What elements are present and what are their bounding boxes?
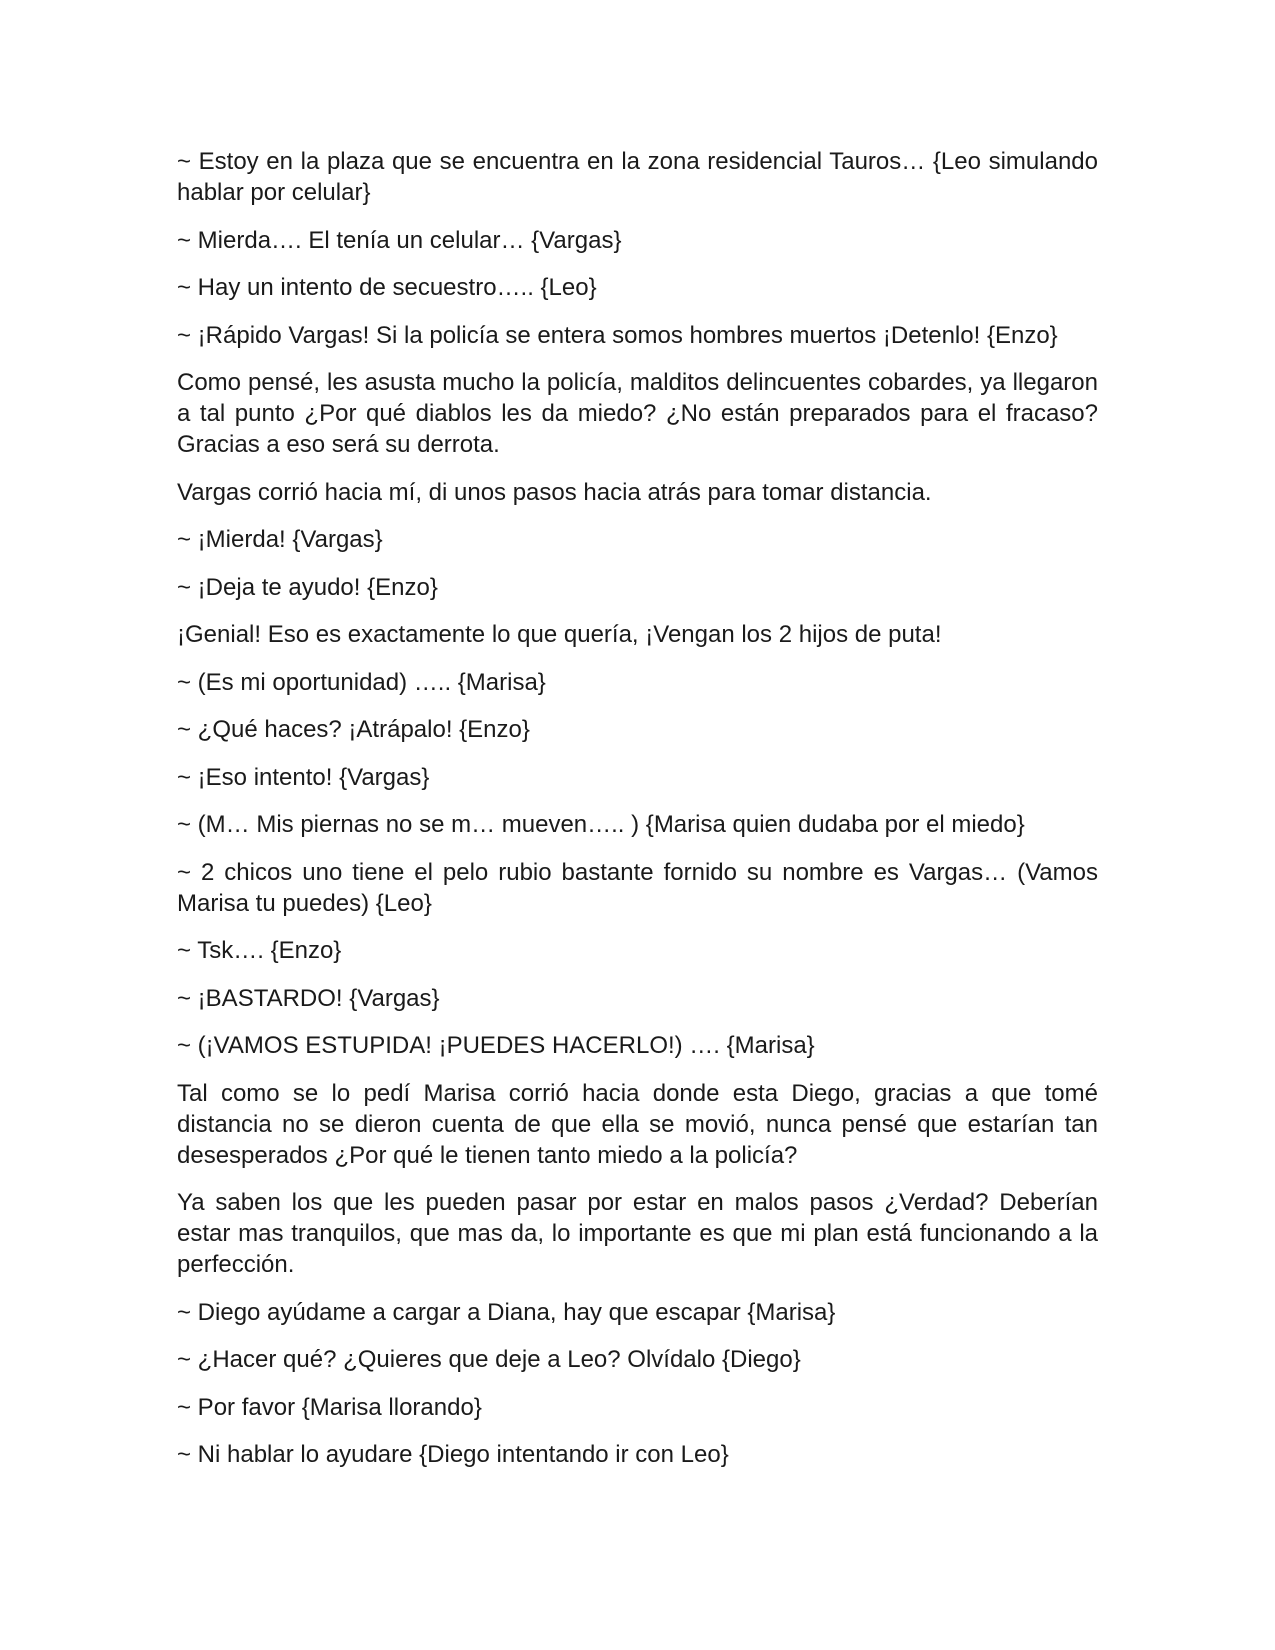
paragraph-8: ~ ¡Deja te ayudo! {Enzo} <box>177 573 438 601</box>
paragraph-20: ~ Diego ayúdame a cargar a Diana, hay que escapar {Marisa} <box>177 1298 836 1326</box>
paragraph-6: Vargas corrió hacia mí, di unos pasos hacia atrás para tomar distancia. <box>177 478 932 506</box>
paragraph-2: ~ Mierda…. El tenía un celular… {Vargas} <box>177 226 622 254</box>
paragraph-16: ~ ¡BASTARDO! {Vargas} <box>177 984 440 1012</box>
paragraph-12: ~ ¡Eso intento! {Vargas} <box>177 763 430 791</box>
paragraph-10: ~ (Es mi oportunidad) ….. {Marisa} <box>177 668 546 696</box>
paragraph-1: ~ Estoy en la plaza que se encuentra en la zona residencial Tauros… {Leo simulando hablar por celular} <box>177 148 1098 206</box>
paragraph-7: ~ ¡Mierda! {Vargas} <box>177 526 383 553</box>
paragraph-21: ~ ¿Hacer qué? ¿Quieres que deje a Leo? Olvídalo {Diego} <box>177 1346 801 1373</box>
paragraph-15: ~ Tsk…. {Enzo} <box>177 937 342 964</box>
paragraph-19: Ya saben los que les pueden pasar por estar en malos pasos ¿Verdad? Deberían estar mas tranquilos, que mas da, lo importante es que mi plan está funcionando a la perfección. <box>177 1189 1098 1278</box>
document-page <box>177 146 1098 1487</box>
paragraph-22: ~ Por favor {Marisa llorando} <box>177 1393 482 1421</box>
paragraph-23: ~ Ni hablar lo ayudare {Diego intentando ir con Leo} <box>177 1441 729 1468</box>
paragraph-4: ~ ¡Rápido Vargas! Si la policía se entera somos hombres muertos ¡Detenlo! {Enzo} <box>177 321 1058 349</box>
paragraph-17: ~ (¡VAMOS ESTUPIDA! ¡PUEDES HACERLO!) …. {Marisa} <box>177 1032 815 1059</box>
paragraph-3: ~ Hay un intento de secuestro….. {Leo} <box>177 274 597 301</box>
paragraph-14: ~ 2 chicos uno tiene el pelo rubio bastante fornido su nombre es Vargas… (Vamos Marisa tu puedes) {Leo} <box>177 858 1098 917</box>
paragraph-5: Como pensé, les asusta mucho la policía, malditos delincuentes cobardes, ya llegaron a tal punto ¿Por qué diablos les da miedo? ¿No están preparados para el fracaso? Gracias a eso será su derrota. <box>177 369 1098 458</box>
paragraph-9: ¡Genial! Eso es exactamente lo que quería, ¡Vengan los 2 hijos de puta! <box>177 621 942 648</box>
paragraph-18: Tal como se lo pedí Marisa corrió hacia donde esta Diego, gracias a que tomé distancia no se dieron cuenta de que ella se movió, nunca pensé que estarían tan desesperados ¿Por qué le tienen tanto miedo a la policía? <box>177 1079 1098 1169</box>
paragraph-11: ~ ¿Qué haces? ¡Atrápalo! {Enzo} <box>177 716 530 743</box>
paragraph-13: ~ (M… Mis piernas no se m… mueven….. ) {Marisa quien dudaba por el miedo} <box>177 811 1025 838</box>
